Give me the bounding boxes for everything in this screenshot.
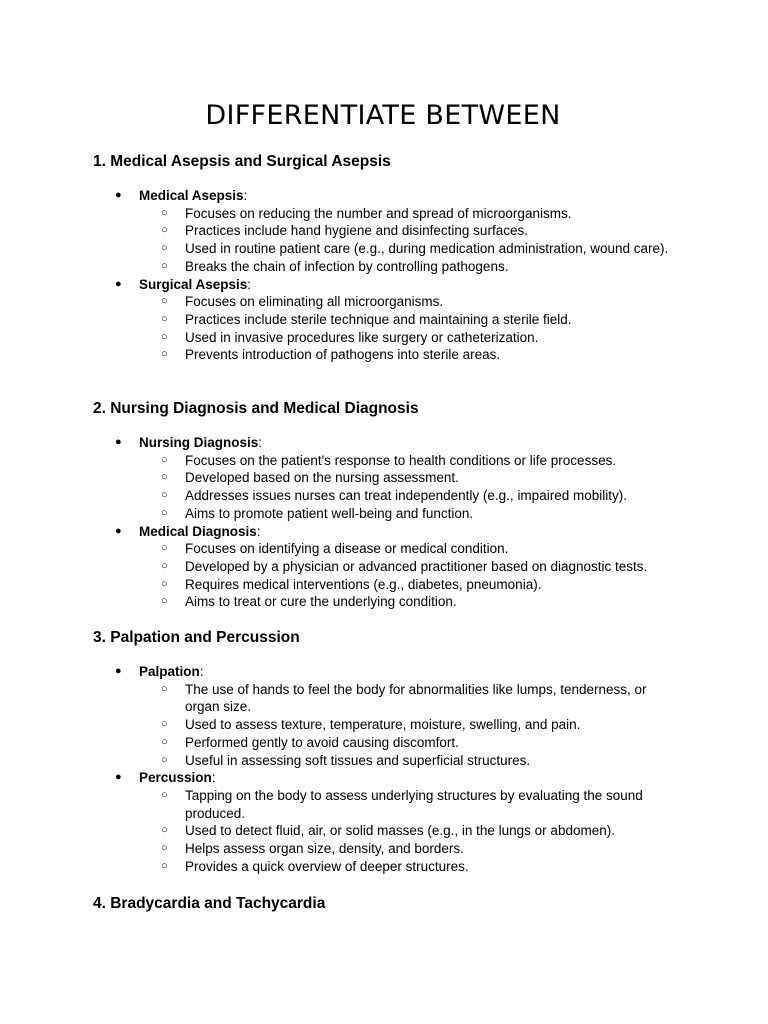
list-item: [139, 716, 679, 734]
term-label: Medical Diagnosis: [139, 523, 257, 539]
term-label: Medical Asepsis: [139, 188, 244, 203]
list-item: [139, 222, 679, 240]
list-item: [139, 576, 679, 594]
section-palpation-percussion: [93, 628, 693, 874]
hollow-bullet-icon: ○: [161, 348, 168, 361]
point-list: [139, 681, 683, 770]
point-text: Addresses issues nurses can treat independently (e.g., impaired mobility).: [185, 488, 627, 504]
hollow-bullet-icon: ○: [161, 312, 168, 325]
list-item: [139, 329, 679, 347]
term-list: [93, 434, 683, 611]
hollow-bullet-icon: ○: [161, 824, 168, 837]
list-item: [139, 346, 679, 364]
list-item: [139, 558, 679, 576]
hollow-bullet-icon: ○: [161, 842, 168, 855]
hollow-bullet-icon: ○: [161, 788, 168, 801]
list-item: [139, 858, 679, 876]
point-text: Focuses on eliminating all microorganisms.: [185, 294, 444, 310]
hollow-bullet-icon: ○: [161, 559, 168, 572]
point-text: Developed by a physician or advanced practitioner based on diagnostic tests.: [185, 558, 648, 574]
hollow-bullet-icon: ○: [161, 330, 168, 343]
list-item: [139, 840, 679, 858]
point-text: The use of hands to feel the body for abnormalities like lumps, tenderness, or organ size.: [185, 681, 647, 715]
list-item: [139, 681, 679, 716]
hollow-bullet-icon: ○: [161, 506, 168, 519]
list-item: [139, 787, 679, 822]
hollow-bullet-icon: ○: [161, 577, 168, 590]
point-text: Practices include hand hygiene and disinfecting surfaces.: [185, 223, 528, 239]
hollow-bullet-icon: ○: [161, 735, 168, 748]
point-text: Used to detect fluid, air, or solid masses (e.g., in the lungs or abdomen).: [185, 823, 615, 839]
point-text: Requires medical interventions (e.g., diabetes, pneumonia).: [185, 576, 542, 592]
term-label: Surgical Asepsis: [139, 276, 248, 292]
hollow-bullet-icon: ○: [161, 259, 168, 272]
point-text: Aims to treat or cure the underlying condition.: [185, 594, 457, 610]
section-nursing-medical-diagnosis: [93, 399, 693, 610]
section-heading: 4. Bradycardia and Tachycardia: [93, 895, 326, 912]
hollow-bullet-icon: ○: [161, 595, 168, 608]
list-item: [139, 593, 679, 611]
term-nursing-diagnosis: [93, 434, 683, 523]
term-colon: :: [199, 664, 204, 679]
point-text: Focuses on the patient's response to health conditions or life processes.: [185, 452, 617, 468]
filled-bullet-icon: ●: [115, 665, 122, 677]
point-text: Tapping on the body to assess underlying structures by evaluating the sound produced.: [185, 787, 643, 821]
list-item: [139, 734, 679, 752]
section-heading: 3. Palpation and Percussion: [93, 629, 300, 646]
section-bradycardia-tachycardia: [93, 894, 693, 914]
filled-bullet-icon: ●: [115, 771, 122, 784]
point-text: Aims to promote patient well-being and function.: [185, 505, 474, 521]
point-list: [139, 787, 683, 876]
list-item: [139, 205, 679, 223]
section-heading: 1. Medical Asepsis and Surgical Asepsis: [93, 153, 391, 170]
point-text: Focuses on reducing the number and spread of microorganisms.: [185, 205, 572, 221]
point-text: Used in routine patient care (e.g., during medication administration, wound care).: [185, 241, 669, 257]
hollow-bullet-icon: ○: [161, 206, 168, 219]
point-text: Useful in assessing soft tissues and superficial structures.: [185, 752, 531, 768]
point-text: Provides a quick overview of deeper structures.: [185, 858, 469, 874]
point-text: Practices include sterile technique and maintaining a sterile field.: [185, 311, 572, 327]
list-item: [139, 452, 679, 470]
term-percussion: [93, 769, 683, 875]
point-text: Used to assess texture, temperature, moisture, swelling, and pain.: [185, 717, 581, 733]
point-text: Focuses on identifying a disease or medical condition.: [185, 541, 509, 557]
point-list: [139, 293, 683, 364]
term-list: [93, 187, 683, 364]
term-medical-diagnosis: [93, 523, 683, 612]
filled-bullet-icon: ●: [115, 189, 122, 201]
list-item: [139, 752, 679, 770]
hollow-bullet-icon: ○: [161, 295, 168, 308]
filled-bullet-icon: ●: [115, 524, 122, 537]
term-list: [93, 663, 683, 875]
point-text: Prevents introduction of pathogens into sterile areas.: [185, 347, 501, 363]
hollow-bullet-icon: ○: [161, 471, 168, 484]
point-text: Performed gently to avoid causing discomfort.: [185, 734, 459, 750]
list-item: [139, 487, 679, 505]
list-item: [139, 293, 679, 311]
point-text: Used in invasive procedures like surgery or catheterization.: [185, 329, 539, 345]
term-colon: :: [256, 523, 261, 539]
list-item: [139, 469, 679, 487]
list-item: [139, 258, 679, 276]
term-colon: :: [243, 188, 248, 203]
hollow-bullet-icon: ○: [161, 542, 168, 555]
filled-bullet-icon: ●: [115, 436, 122, 448]
term-label: Palpation: [139, 664, 200, 679]
point-list: [139, 205, 683, 276]
point-text: Breaks the chain of infection by controlling pathogens.: [185, 258, 509, 274]
point-text: Helps assess organ size, density, and borders.: [185, 841, 464, 857]
term-colon: :: [247, 276, 252, 292]
term-medical-asepsis: [93, 187, 683, 276]
list-item: [139, 311, 679, 329]
hollow-bullet-icon: ○: [161, 453, 168, 466]
section-medical-surgical-asepsis: [93, 152, 693, 363]
term-colon: :: [258, 435, 263, 450]
term-colon: :: [211, 770, 216, 786]
list-item: [139, 505, 679, 523]
hollow-bullet-icon: ○: [161, 224, 168, 237]
hollow-bullet-icon: ○: [161, 242, 168, 255]
point-list: [139, 452, 683, 523]
section-heading: 2. Nursing Diagnosis and Medical Diagnosis: [93, 400, 419, 417]
filled-bullet-icon: ●: [115, 277, 122, 290]
term-surgical-asepsis: [93, 276, 683, 365]
hollow-bullet-icon: ○: [161, 489, 168, 502]
term-label: Nursing Diagnosis: [139, 435, 259, 450]
hollow-bullet-icon: ○: [161, 718, 168, 731]
list-item: [139, 822, 679, 840]
hollow-bullet-icon: ○: [161, 753, 168, 766]
list-item: [139, 540, 679, 558]
document-title: DIFFERENTIATE BETWEEN: [205, 100, 561, 131]
term-label: Percussion: [139, 770, 212, 786]
hollow-bullet-icon: ○: [161, 859, 168, 872]
hollow-bullet-icon: ○: [161, 682, 168, 695]
list-item: [139, 240, 679, 258]
point-text: Developed based on the nursing assessment.: [185, 470, 459, 486]
point-list: [139, 540, 683, 611]
term-palpation: [93, 663, 683, 769]
